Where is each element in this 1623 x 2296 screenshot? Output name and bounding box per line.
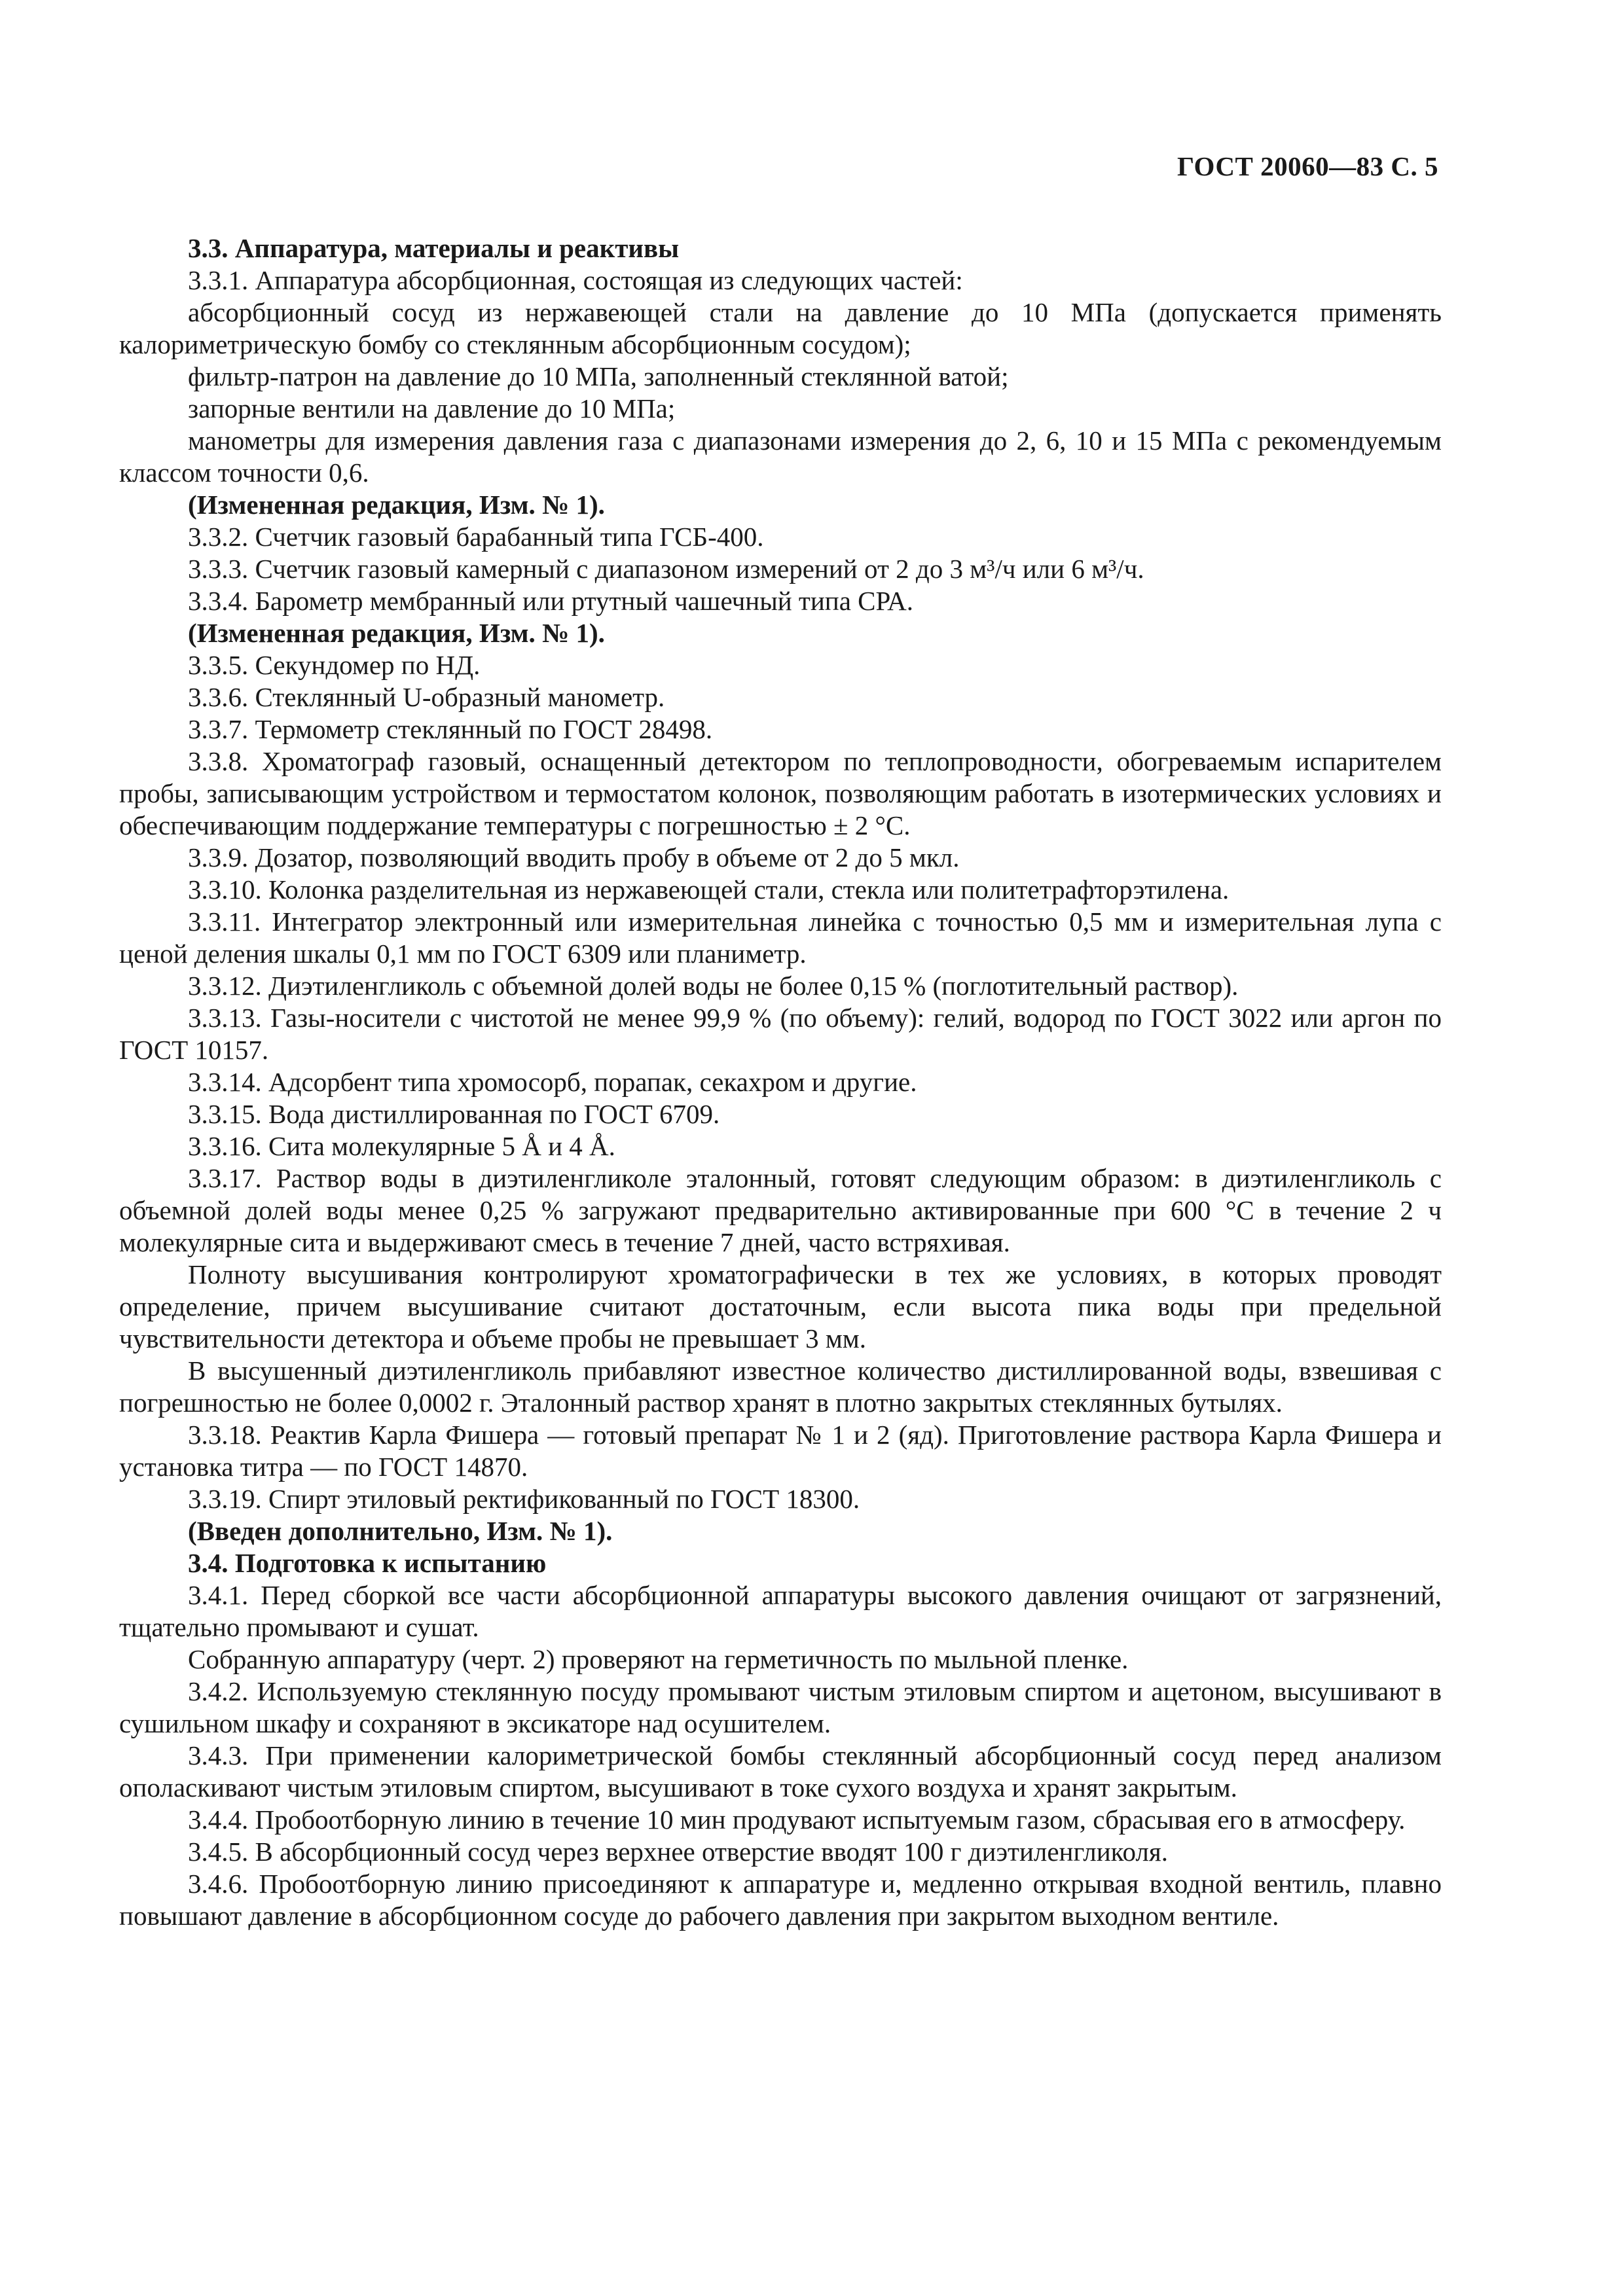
paragraph: 3.3.2. Счетчик газовый барабанный типа ГСБ-400.	[188, 522, 764, 552]
section-heading: (Введен дополнительно, Изм. № 1).	[188, 1516, 613, 1546]
paragraph: 3.3.9. Дозатор, позволяющий вводить пробу в объеме от 2 до 5 мкл.	[188, 842, 960, 872]
paragraph: 3.4.4. Пробоотборную линию в течение 10 мин продувают испытуемым газом, сбрасывая его в атмосферу.	[188, 1804, 1406, 1835]
paragraph: 3.3.5. Секундомер по НД.	[188, 650, 481, 680]
paragraph: 3.3.3. Счетчик газовый камерный с диапазоном измерений от 2 до 3 м³/ч или 6 м³/ч.	[188, 554, 1144, 584]
paragraph: 3.3.10. Колонка разделительная из нержавеющей стали, стекла или политетрафторэтилена.	[188, 874, 1230, 905]
page-header: ГОСТ 20060—83 С. 5	[1176, 151, 1438, 181]
paragraph: абсорбционный сосуд из нержавеющей стали на давление до 10 МПа (допускается применять калориметрическую бомбу со стеклянным абсорбционным сосудом);	[119, 297, 1442, 359]
paragraph: 3.4.5. В абсорбционный сосуд через верхнее отверстие вводят 100 г диэтиленгликоля.	[188, 1837, 1169, 1867]
paragraph: 3.3.7. Термометр стеклянный по ГОСТ 28498.	[188, 714, 713, 744]
paragraph: 3.3.6. Стеклянный U-образный манометр.	[188, 682, 665, 712]
paragraph: 3.4.3. При применении калориметрической бомбы стеклянный абсорбционный сосуд перед анализом ополаскивают чистым этиловым спиртом, высушивают в токе сухого воздуха и хранят закрытым.	[119, 1740, 1442, 1803]
paragraph: 3.4.6. Пробоотборную линию присоединяют к аппаратуре и, медленно открывая входной вентиль, плавно повышают давление в абсорбционном сосуде до рабочего давления при закрытом выходном вентиле.	[119, 1869, 1442, 1931]
paragraph: 3.3.16. Сита молекулярные 5 Å и 4 Å.	[188, 1131, 615, 1161]
paragraph: Полноту высушивания контролируют хроматографически в тех же условиях, в которых проводят определение, причем высушивание считают достаточным, если высота пика воды при предельной чувствительности детектора и объеме пробы не превышает 3 мм.	[119, 1259, 1442, 1354]
paragraph: 3.3.8. Хроматограф газовый, оснащенный детектором по теплопроводности, обогреваемым испарителем пробы, записывающим устройством и термостатом колонок, позволяющим работать в изотермических условиях и обеспечивающим поддержание температуры с погрешностью ± 2 °С.	[119, 746, 1442, 840]
paragraph: фильтр-патрон на давление до 10 МПа, заполненный стеклянной ватой;	[188, 361, 1009, 391]
paragraph: запорные вентили на давление до 10 МПа;	[188, 393, 676, 423]
paragraph: 3.4.2. Используемую стеклянную посуду промывают чистым этиловым спиртом и ацетоном, высушивают в сушильном шкафу и сохраняют в эксикаторе над осушителем.	[119, 1676, 1442, 1738]
paragraph: 3.3.19. Спирт этиловый ректификованный по ГОСТ 18300.	[188, 1484, 860, 1514]
section-heading: (Измененная редакция, Изм. № 1).	[188, 490, 605, 520]
paragraph: 3.3.14. Адсорбент типа хромосорб, порапак, секахром и другие.	[188, 1067, 917, 1097]
paragraph: В высушенный диэтиленгликоль прибавляют известное количество дистиллированной воды, взвешивая с погрешностью не более 0,0002 г. Эталонный раствор хранят в плотно закрытых стеклянных бутылях.	[119, 1355, 1442, 1418]
section-heading: 3.4. Подготовка к испытанию	[188, 1548, 547, 1578]
section-heading: 3.3. Аппаратура, материалы и реактивы	[188, 233, 680, 263]
section-heading: (Измененная редакция, Изм. № 1).	[188, 618, 605, 648]
paragraph: 3.3.4. Барометр мембранный или ртутный чашечный типа СРА.	[188, 586, 913, 616]
paragraph: 3.3.1. Аппаратура абсорбционная, состоящая из следующих частей:	[188, 265, 963, 295]
paragraph: 3.4.1. Перед сборкой все части абсорбционной аппаратуры высокого давления очищают от загрязнений, тщательно промывают и сушат.	[119, 1580, 1442, 1642]
document-body	[119, 232, 1442, 1932]
paragraph: 3.3.13. Газы-носители с чистотой не менее 99,9 % (по объему): гелий, водород по ГОСТ 3022 или аргон по ГОСТ 10157.	[119, 1003, 1442, 1065]
paragraph: 3.3.17. Раствор воды в диэтиленгликоле эталонный, готовят следующим образом: в диэтиленгликоль с объемной долей воды менее 0,25 % загружают предварительно активированные при 600 °С в течение 2 ч молекулярные сита и выдерживают смесь в течение 7 дней, часто встряхивая.	[119, 1163, 1442, 1257]
paragraph: манометры для измерения давления газа с диапазонами измерения до 2, 6, 10 и 15 МПа с рекомендуемым классом точности 0,6.	[119, 425, 1442, 488]
paragraph: 3.3.12. Диэтиленгликоль с объемной долей воды не более 0,15 % (поглотительный раствор).	[188, 971, 1239, 1001]
paragraph: 3.3.11. Интегратор электронный или измерительная линейка с точностью 0,5 мм и измерительная лупа с ценой деления шкалы 0,1 мм по ГОСТ 6309 или планиметр.	[119, 906, 1442, 969]
paragraph: 3.3.15. Вода дистиллированная по ГОСТ 6709.	[188, 1099, 720, 1129]
paragraph: 3.3.18. Реактив Карла Фишера — готовый препарат № 1 и 2 (яд). Приготовление раствора Карла Фишера и установка титра — по ГОСТ 14870.	[119, 1420, 1442, 1482]
paragraph: Собранную аппаратуру (черт. 2) проверяют на герметичность по мыльной пленке.	[188, 1644, 1129, 1674]
